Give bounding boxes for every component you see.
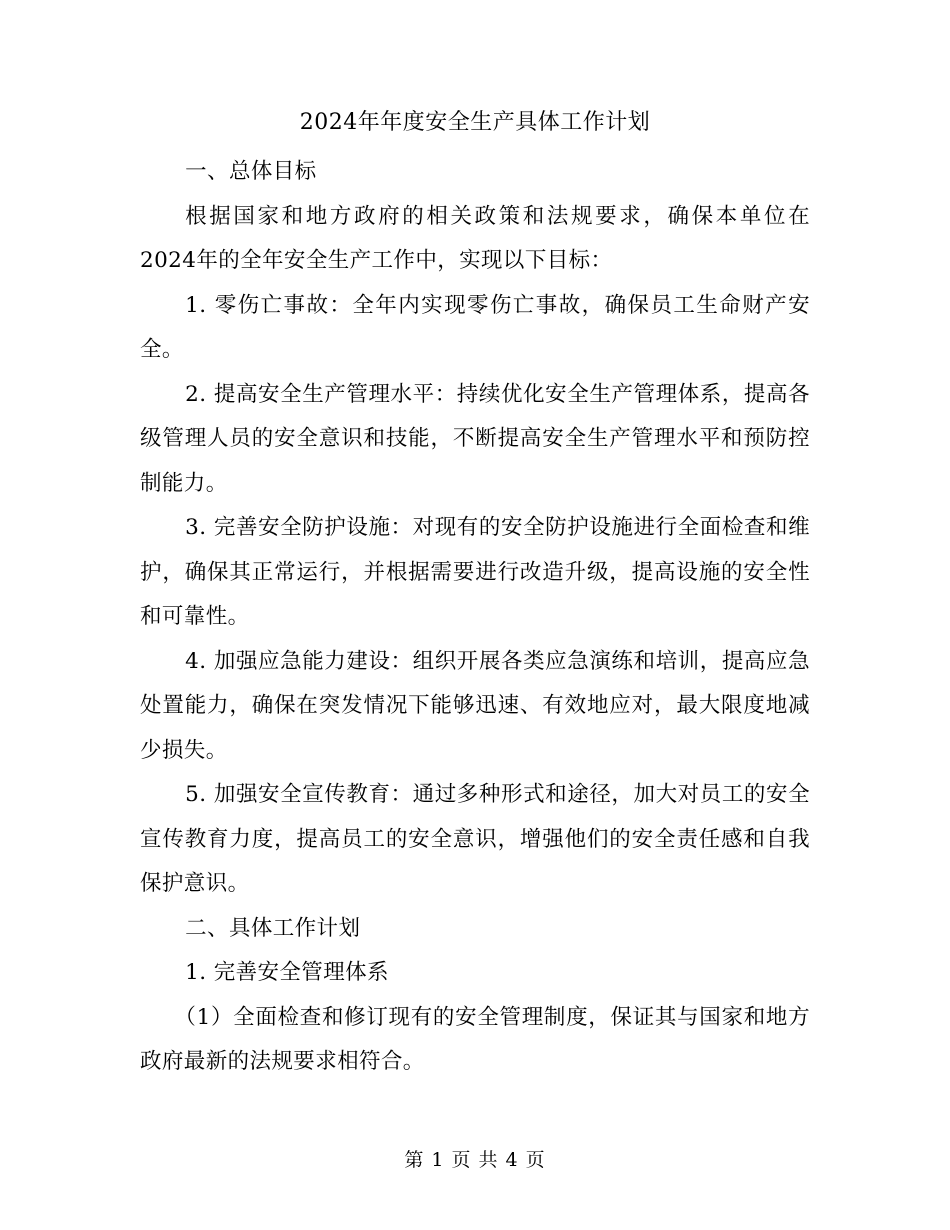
paragraph-intro: 根据国家和地方政府的相关政策和法规要求，确保本单位在2024年的全年安全生产工作中，实现以下目标： xyxy=(140,203,810,273)
goal-item-3: 3. 完善安全防护设施：对现有的安全防护设施进行全面检查和维护，确保其正常运行，并根据需要进行改造升级，提高设施的安全性和可靠性。 xyxy=(140,515,810,629)
plan-item-1: 1. 完善安全管理体系 xyxy=(185,960,389,985)
document-body xyxy=(140,150,810,1085)
plan-subitem-1: （1）全面检查和修订现有的安全管理制度，保证其与国家和地方政府最新的法规要求相符合。 xyxy=(140,1004,810,1074)
section-heading-overall-goals: 一、总体目标 xyxy=(185,159,317,184)
document-title: 2024年年度安全生产具体工作计划 xyxy=(299,110,651,135)
goal-item-5: 5. 加强安全宣传教育：通过多种形式和途径，加大对员工的安全宣传教育力度，提高员工的安全意识，增强他们的安全责任感和自我保护意识。 xyxy=(140,782,810,896)
goal-item-4: 4. 加强应急能力建设：组织开展各类应急演练和培训，提高应急处置能力，确保在突发情况下能够迅速、有效地应对，最大限度地减少损失。 xyxy=(140,648,810,763)
section-heading-work-plan: 二、具体工作计划 xyxy=(185,915,361,941)
page-footer: 第 1 页 共 4 页 xyxy=(404,1149,546,1171)
goal-item-2: 2. 提高安全生产管理水平：持续优化安全生产管理体系，提高各级管理人员的安全意识和技能，不断提高安全生产管理水平和预防控制能力。 xyxy=(140,381,810,496)
goal-item-1: 1. 零伤亡事故：全年内实现零伤亡事故，确保员工生命财产安全。 xyxy=(140,292,810,362)
